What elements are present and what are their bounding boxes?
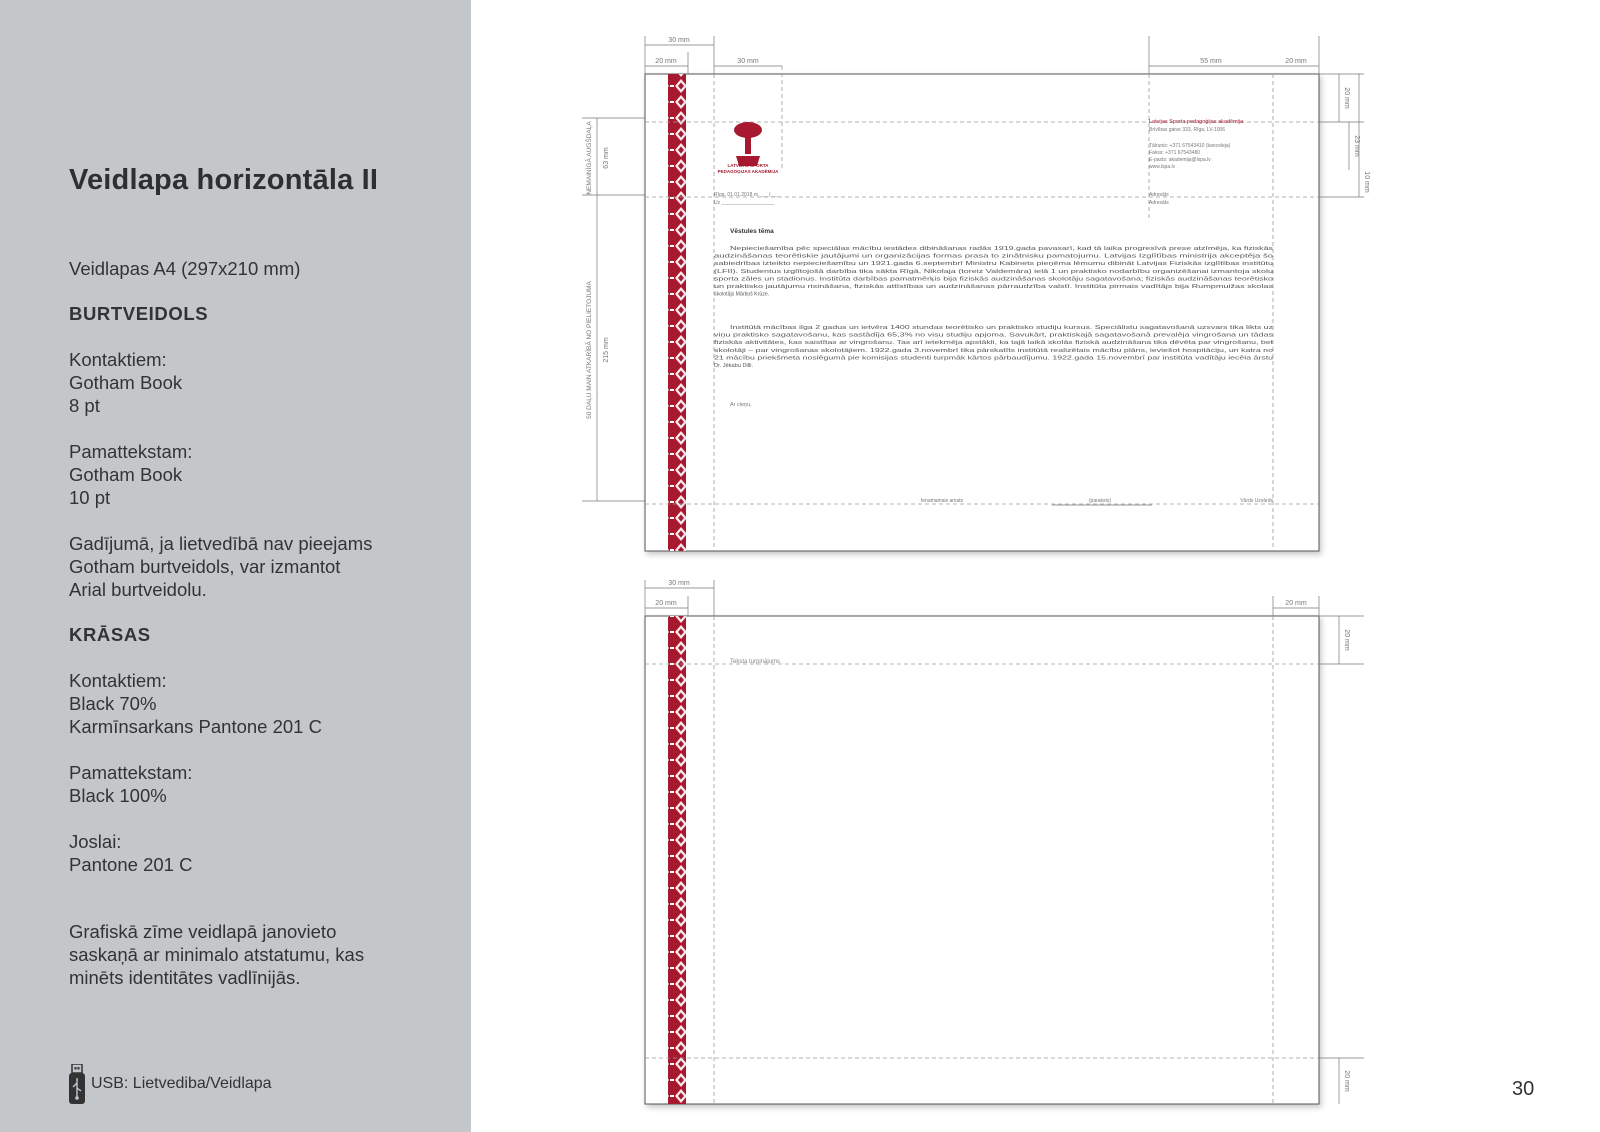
closing-line: Ar cieņu, [730,402,752,408]
font-body-font: Gotham Book [69,464,183,485]
org-email: E-pasts: akademija@lspa.lv [1149,157,1211,163]
body-paragraph-1 [714,246,1274,298]
page-title: Veidlapa horizontāla II [69,164,379,196]
sidebar-panel [0,0,471,1132]
mark-note-line: Grafiskā zīme veidlapā janovieto [69,921,337,942]
body-text-line: audzināšanas teorētiskie jautājumi un organizācijas formas prasa to zinātnisku pamatojumu. Latvijas Izglītības ministrija akceptēja šo [714,253,1274,260]
org-web: www.lspa.lv [1149,164,1176,170]
org-fax: Fakss: +371 67543480 [1149,150,1201,156]
dim-30mm-top: 30 mm [668,37,690,44]
colors-body [69,761,192,807]
font-body-label: Pamattekstam: [69,441,193,462]
font-fallback-note [69,532,372,601]
format-text: Veidlapas A4 (297x210 mm) [69,258,301,279]
font-heading: BURTVEIDOLS [69,303,209,324]
page-number: 30 [1512,1078,1535,1100]
note-variable-part: 50 DAĻU MAIN ATKARĪBĀ NO PIELIETOJUMA [586,281,593,419]
dim-55mm: 55 mm [1200,58,1222,65]
colors-contacts-value: Black 70% [69,693,157,714]
colors-stripe-label: Joslai: [69,831,122,852]
colors-body-value: Black 100% [69,785,167,806]
page-outline [645,616,1319,1104]
colors-contacts-value: Karmīnsarkans Pantone 201 C [69,716,322,737]
logo-text-line2: PEDAGOĢIJAS AKADĒMIJA [717,169,779,174]
body-text-line: Dr. Jēkabu Dilli. [714,363,754,369]
colors-section [69,623,151,646]
mark-note-line: minēts identitātes vadlīnijās. [69,967,301,988]
format-info [69,257,300,280]
mark-placement-note [69,920,364,989]
colors-heading: KRĀSAS [69,624,151,645]
signatory-position: Ienamamais amats [920,498,964,504]
fallback-line: Gadījumā, ja lietvedībā nav pieejams [69,533,373,554]
dim-23mm: 23 mm [1353,135,1360,157]
body-text-line: sabiedrības izteikto nepieciešamību un 1921.gada 6.septembrī Ministru Kabinets pieņēma lēmumu dibināt Latvijas Fiziskās izglītības institūtu [714,261,1274,268]
body-text-line: skolotājs Mārtiņš Krūze. [714,291,770,298]
body-text-line: 21 mācību priekšmeta noslēgumā pie komisijas studenti turpmāk kārtos pārbaudījumu. 1922.gada 15.novembrī par institūta vadītāju iecēla ārstu [714,355,1274,362]
signatory-name: Vārds Uzvārds [1240,498,1273,504]
colors-contacts [69,669,322,738]
colors-contacts-label: Kontaktiem: [69,670,167,691]
font-contacts-font: Gotham Book [69,372,183,393]
font-body-size: 10 pt [69,487,111,508]
body-text-line: Nepieciešamība pēc speciālas mācību iestādes dibināšanas radās 1919.gada pavasarī, kad tā laika progresīvā prese atzīmēja, ka fiziskās [730,246,1274,252]
body-text-line: sporta zāles un stadionus. Institūta darbības pamatmērķis bija fiziskās audzināšanas skolotāju sagatavošana; fiziskās audzināšanas teorētisko [714,276,1274,283]
font-body [69,440,192,509]
dim-20mm-vertical-top: 20 mm [1343,629,1350,651]
font-contacts [69,348,182,417]
org-name: Latvijas Sporta pedagoģijas akadēmija [1149,119,1244,125]
colors-stripe-value: Pantone 201 C [69,854,193,875]
dim-215mm: 215 mm [603,337,610,363]
date-number-line: Rīga, 01.01.2018 nr. ___/___ [714,192,779,198]
addressee-line: Adresāts [1149,200,1169,206]
letter-first-page-layout [582,30,1382,565]
dim-63mm: 63 mm [603,147,610,169]
signature-placeholder: (paraksts) [1088,498,1112,504]
addressee-line: Adresāts [1149,192,1169,198]
org-address: Brīvības gatve 333, Rīga, LV-1006 [1149,127,1226,133]
logo-text-line1: LATVIJAS SPORTA [727,163,769,168]
usb-path-label: USB: Lietvediba/Veidlapa [91,1075,272,1092]
dim-20mm-right: 20 mm [1285,58,1307,65]
letter-continuation-page-layout [582,576,1382,1116]
fallback-line: Gotham burtveidols, var izmantot [69,556,341,577]
dim-30mm-top: 30 mm [668,580,690,587]
letter-subject: Vēstules tēma [730,228,774,235]
body-text-line: skolotāji – par vingrošanas skolotājiem. 1922.gada 3.novembrī tika pārskatīts institūtā realizētais mācību plāns, ieviešot hospitāciju, un katra no [714,347,1274,354]
font-section [69,302,208,325]
note-fixed-top: NEMAINĪGĀ AUGŠDAĻA [586,121,593,195]
body-text-line: un praktisko jautājumu risināšana, fiziskās attīstības un audzināšanas pārraudzība valstī. Institūta pirmais vadītājs bija Rumpmuižas skolas [714,284,1274,290]
colors-stripe [69,830,192,876]
body-text-line: Institūtā mācības ilga 2 gadus un ietvēra 1400 stundas teorētisko un praktisko studiju kursus. Speciālistu sagatavošanā uzsvars tika likts uz [730,325,1274,331]
body-text-line: (LFII). Studentus izglītojošā darbība tika sākta Rīgā, Nikolaja (toreiz Valdemāra) ielā 1 un praktisko nodarbību organizēšanai izmantoja skolu [714,268,1274,275]
colors-body-label: Pamattekstam: [69,762,193,783]
mark-note-line: saskaņā ar minimalo atstatumu, kas [69,944,365,965]
ornament-stripe [668,74,686,551]
ornament-stripe [668,616,686,1104]
dim-10mm: 10 mm [1363,171,1370,193]
dim-20mm-left: 20 mm [655,600,677,607]
continuation-text: Teksta turpinājums [730,659,781,665]
dim-20mm-vertical: 20 mm [1343,87,1350,109]
usb-path [67,1064,272,1104]
dim-20mm-vertical-bottom: 20 mm [1343,1070,1350,1092]
usb-drive-icon [67,1064,87,1104]
body-text-line: viņu praktisko sagatavošanu, kas sastādīja 65,3% no visu studiju apjoma. Savukārt, praktiskajā sagatavošanā prevalēja vingrošana un tādas [714,332,1274,339]
dim-20mm-left: 20 mm [655,58,677,65]
font-contacts-label: Kontaktiem: [69,349,167,370]
fallback-line: Arial burtveidolu. [69,579,207,600]
body-text-line: fiziskās aktivitātes, kas saistītas ar vingrošanu. Tas arī ietekmēja apstākli, ka tajā laikā skolās fiziskā audzināšana tika dēvēta par vingrošanu, bet [714,340,1275,347]
dim-20mm-right: 20 mm [1285,600,1307,607]
font-contacts-size: 8 pt [69,395,100,416]
dim-30mm-logo: 30 mm [737,58,759,65]
org-phone: Tālrunis: +371 67543410 (kanceleja) [1149,143,1231,149]
reference-line: Uz ___________________ [714,200,775,206]
